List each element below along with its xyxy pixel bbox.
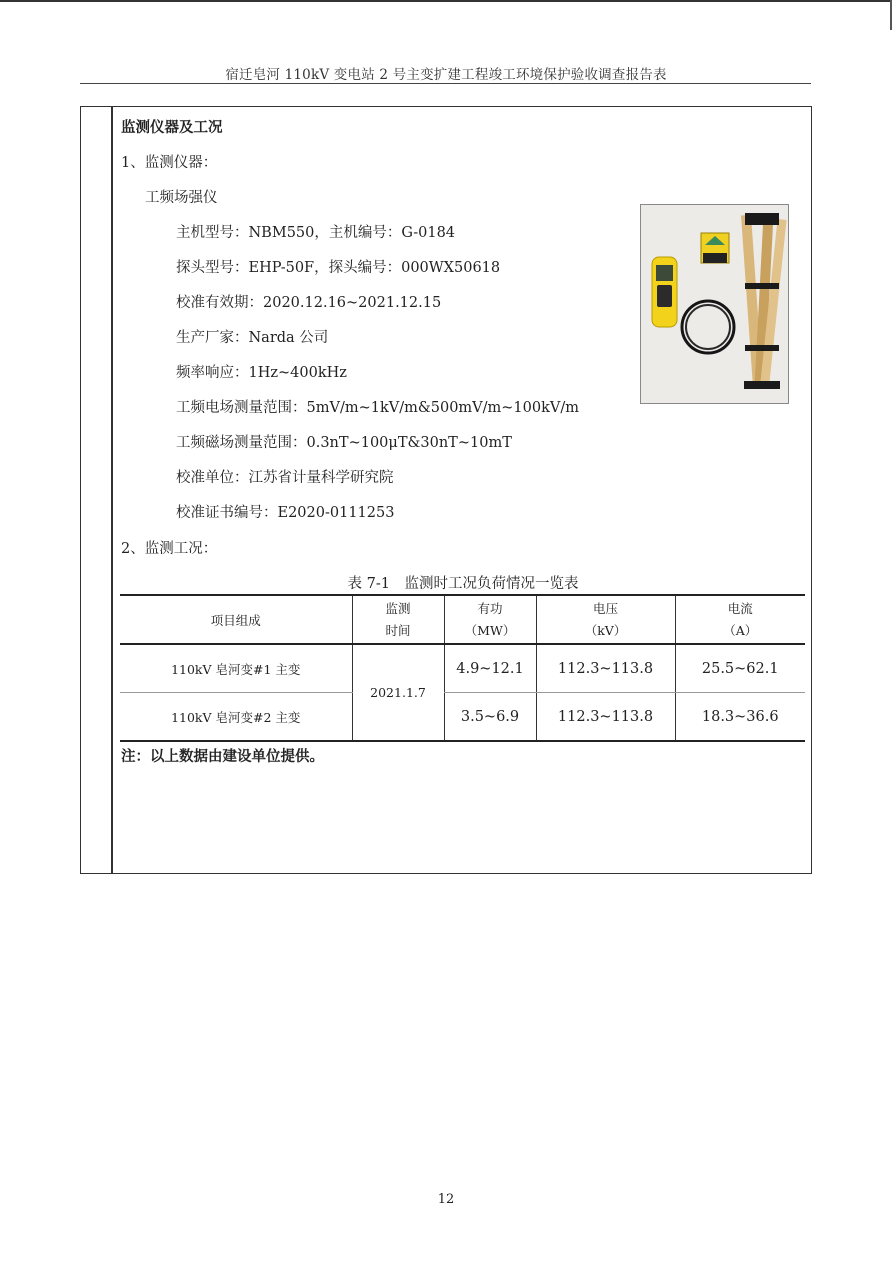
handheld-meter — [652, 257, 677, 327]
table-row — [120, 644, 805, 693]
cell-date: 2021.1.7 — [352, 644, 444, 741]
spec-magnetic-field-range: 工频磁场测量范围：0.3nT~100μT&30nT~10mT — [176, 435, 512, 451]
header-current-line2: （A） — [723, 622, 758, 638]
table-caption: 表 7-1 监测时工况负荷情况一览表 — [347, 576, 579, 592]
spec-frequency-response: 频率响应：1Hz~400kHz — [176, 365, 347, 381]
header-voltage-line1: 电压 — [592, 600, 618, 616]
probe-cube — [701, 233, 729, 263]
table-row — [120, 693, 805, 742]
cell-voltage: 112.3~113.8 — [536, 644, 675, 693]
top-border — [0, 0, 892, 2]
spec-certificate-number: 校准证书编号：E2020-0111253 — [176, 505, 395, 521]
table-header-row — [120, 595, 805, 644]
item-instruments: 1、监测仪器： — [121, 155, 218, 171]
header-power-line2: （MW） — [464, 622, 516, 638]
header-time-line1: 监测 — [385, 600, 411, 616]
page-header: 宿迁皂河 110kV 变电站 2 号主变扩建工程竣工环境保护验收调查报告表 — [225, 67, 667, 83]
section-heading: 监测仪器及工况 — [121, 119, 223, 136]
header-voltage-line2: （kV） — [584, 622, 627, 638]
cell-current: 25.5~62.1 — [675, 644, 805, 693]
instrument-photo — [640, 204, 789, 404]
header-current — [675, 595, 805, 644]
item-operating-conditions: 2、监测工况： — [121, 541, 218, 557]
header-time-line2: 时间 — [385, 622, 411, 638]
table-note: 注：以上数据由建设单位提供。 — [121, 748, 324, 765]
cell-item: 110kV 皂河变#2 主变 — [120, 693, 352, 742]
spec-probe-model: 探头型号：EHP-50F，探头编号：000WX50618 — [176, 260, 501, 276]
cell-power: 3.5~6.9 — [444, 693, 536, 742]
cell-power: 4.9~12.1 — [444, 644, 536, 693]
header-power-line1: 有功 — [477, 600, 503, 616]
cell-current: 18.3~36.6 — [675, 693, 805, 742]
header-voltage — [536, 595, 675, 644]
spec-host-model: 主机型号：NBM550，主机编号：G-0184 — [176, 225, 456, 241]
frame-left-column-line — [111, 106, 113, 874]
load-conditions-table — [120, 594, 805, 742]
cell-voltage: 112.3~113.8 — [536, 693, 675, 742]
instrument-name: 工频场强仪 — [145, 190, 218, 206]
header-current-line1: 电流 — [727, 600, 753, 616]
header-time — [352, 595, 444, 644]
page-number: 12 — [437, 1192, 455, 1207]
spec-calibration-unit: 校准单位：江苏省计量科学研究院 — [176, 470, 394, 486]
instrument-photo-drawing — [641, 205, 788, 403]
header-power — [444, 595, 536, 644]
spec-electric-field-range: 工频电场测量范围：5mV/m~1kV/m&500mV/m~100kV/m — [176, 400, 580, 416]
header-item: 项目组成 — [120, 595, 352, 644]
spec-calibration-validity: 校准有效期：2020.12.16~2021.12.15 — [176, 295, 442, 311]
header-rule — [80, 83, 811, 84]
cell-item: 110kV 皂河变#1 主变 — [120, 644, 352, 693]
spec-manufacturer: 生产厂家：Narda 公司 — [176, 330, 329, 346]
